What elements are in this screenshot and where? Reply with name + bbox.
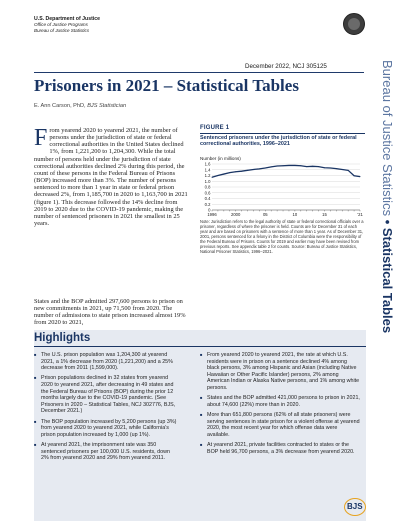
y-tick-label: 0.4 [204, 196, 211, 201]
data-point [330, 168, 331, 169]
figure-note: Note: Jurisdiction refers to the legal authority of state or federal correctional officials over a prisoner, regardless of where the prisoner is held. Counts are for December 31 of each year and are based on prisoners with a sentence of more than 1 year. As of December 31, 2001, persons sentenced for a felony in the District of Columbia were the responsibility of the Federal Bureau of Prisons. Counts for 2019 and earlier may have been revised from previous reports. See appendix table 2 for counts. Source: Bureau of Justice Statistics, National Prisoner Statistics, 1996–2021. [200, 219, 364, 254]
side-band-text [378, 60, 396, 333]
header-divider [34, 72, 364, 73]
figure-label: FIGURE 1 [200, 125, 230, 131]
side-band-separator: • [379, 216, 395, 228]
figure-title: Sentenced prisoners under the jurisdiction of state or federal correctional authorities, 1996–2021 [200, 135, 357, 148]
y-axis-label: Number (in millions) [200, 156, 241, 161]
doj-seal-icon [343, 13, 365, 35]
data-point [217, 175, 218, 176]
highlight-item: ■ More than 651,800 persons (62% of all state prisoners) were serving sentences in state prison for a violent offense at yearend 2020, the most recent year for which offense data were available. [200, 412, 360, 438]
highlight-item: ■ At yearend 2021, the imprisonment rate was 350 sentenced prisoners per 100,000 U.S. residents, down 2% from yearend 2020 and 29% from yearend 2011. [34, 442, 179, 462]
report-date-code: December 2022, NCJ 305125 [245, 63, 327, 70]
y-tick-label: 0 [208, 207, 211, 213]
drop-cap: F [34, 125, 48, 151]
y-tick-label: 0.8 [204, 184, 211, 190]
data-point [223, 174, 224, 175]
data-point [271, 166, 272, 167]
data-point [360, 176, 361, 177]
x-tick-label: ’21 [357, 212, 363, 217]
data-point [312, 166, 313, 167]
highlight-item: ■ The U.S. prison population was 1,204,300 at yearend 2021, a 1% decrease from 2020 (1,221,200) and a 25% decrease from 2011 (1,599,000). [34, 352, 179, 372]
y-tick-label: 1.6 [204, 161, 211, 167]
side-band-bureau: Bureau of Justice Statistics [379, 60, 395, 217]
data-point [336, 168, 337, 169]
y-tick-label: 1.2 [204, 173, 211, 178]
data-point [229, 172, 230, 173]
x-tick-label: 10 [292, 212, 298, 217]
x-tick-label: 2000 [231, 212, 241, 217]
highlight-item: ■ The BOP population increased by 5,200 persons (up 3%) from yearend 2020 to yearend 2021, while California’s prison population increased by 1,000 (up 1%). [34, 419, 179, 439]
data-point [253, 169, 254, 170]
intro-paragraph-text: rom yearend 2020 to yearend 2021, the number of persons under the jurisdiction of state or federal correctional authorities in the United States declined 1%, from 1,221,200 to 1,204,300. While the total number of persons held under the jurisdiction of state correctional authorities declined 2% during this period, the count of these persons in the Federal Bureau of Prisons (BOP) increased more than 3%. The number of persons sentenced to more than 1 year in state or federal prison decreased 2%, from 1,185,700 in 2020 to 1,163,700 in 2021 (figure 1). This decrease followed the 14% decline from 2019 to 2020 due to the COVID-19 pandemic, making the number of sentenced prisoners in 2021 the smallest in 25 years. [34, 127, 188, 228]
highlights-right-column [200, 352, 360, 459]
data-point [283, 165, 284, 166]
author-name: E. Ann Carson, PhD, [34, 103, 86, 109]
x-tick-label: 1996 [207, 212, 217, 217]
x-tick-label: 15 [322, 212, 327, 217]
page-title: Prisoners in 2021 – Statistical Tables [34, 76, 299, 95]
data-point [241, 171, 242, 172]
side-band [373, 60, 400, 521]
figure-1-chart [200, 155, 365, 219]
data-point [259, 168, 260, 169]
data-point [306, 166, 307, 167]
data-point [235, 171, 236, 172]
author-role: BJS Statistician [87, 103, 127, 109]
x-tick-label: 05 [262, 212, 268, 217]
y-tick-label: 1.4 [204, 167, 211, 173]
side-band-statistical-tables: Statistical Tables [379, 227, 395, 334]
y-tick-label: 0.2 [204, 201, 211, 207]
highlight-item: ■ States and the BOP admitted 421,000 persons to prison in 2021, about 74,600 (22%) more than in 2020. [200, 395, 360, 408]
department-name: U.S. Department of Justice [34, 16, 101, 22]
highlight-item: ■ At yearend 2021, private facilities contracted to states or the BOP held 96,700 persons, a 3% decrease from yearend 2020. [200, 442, 360, 455]
office-name: Office of Justice Programs [34, 22, 88, 27]
data-point [324, 167, 325, 168]
data-point [294, 165, 295, 166]
data-point [288, 165, 289, 166]
bureau-name: Bureau of Justice Statistics [34, 28, 90, 33]
highlights-title: Highlights [34, 332, 91, 344]
highlight-item: ■ From yearend 2020 to yearend 2021, the rate at which U.S. residents were in prison on a sentence declined 4% among black persons, 3% among Hispanic and Asian (including Native Hawaiian or Other Pacific Islander) persons, 2% among American Indian or Alaska Native persons, and 1% among white persons. [200, 352, 360, 392]
data-point [265, 168, 266, 169]
figure-divider [200, 133, 365, 134]
bjs-logo [344, 498, 366, 516]
data-point [277, 166, 278, 167]
y-tick-label: 0.6 [204, 190, 211, 196]
highlights-divider [34, 346, 366, 347]
data-point [318, 166, 319, 167]
data-point [300, 165, 301, 166]
intro-paragraph [34, 127, 188, 227]
highlight-item: ■ Prison populations declined in 32 states from yearend 2020 to yearend 2021, after decreasing in 49 states and the Federal Bureau of Prisons (BOP) during the prior 12 months largely due to the COVID-19 pandemic. (See Prisoners in 2020 – Statistical Tables, NCJ 302776, BJS, December 2021.) [34, 375, 179, 415]
data-point [354, 175, 355, 176]
data-point [212, 177, 213, 178]
data-point [342, 169, 343, 170]
bjs-logo-text: BJS [347, 502, 363, 511]
admissions-paragraph: States and the BOP admitted 297,600 persons to prison on new commitments in 2021, up 71,500 from 2020. The number of admissions to state prison increased almost 19% from 2020 to 2021, [34, 298, 186, 327]
highlights-left-column [34, 352, 179, 465]
data-point [348, 170, 349, 171]
author-line [34, 103, 126, 109]
data-point [247, 170, 248, 171]
y-tick-label: 1.0 [204, 178, 211, 184]
